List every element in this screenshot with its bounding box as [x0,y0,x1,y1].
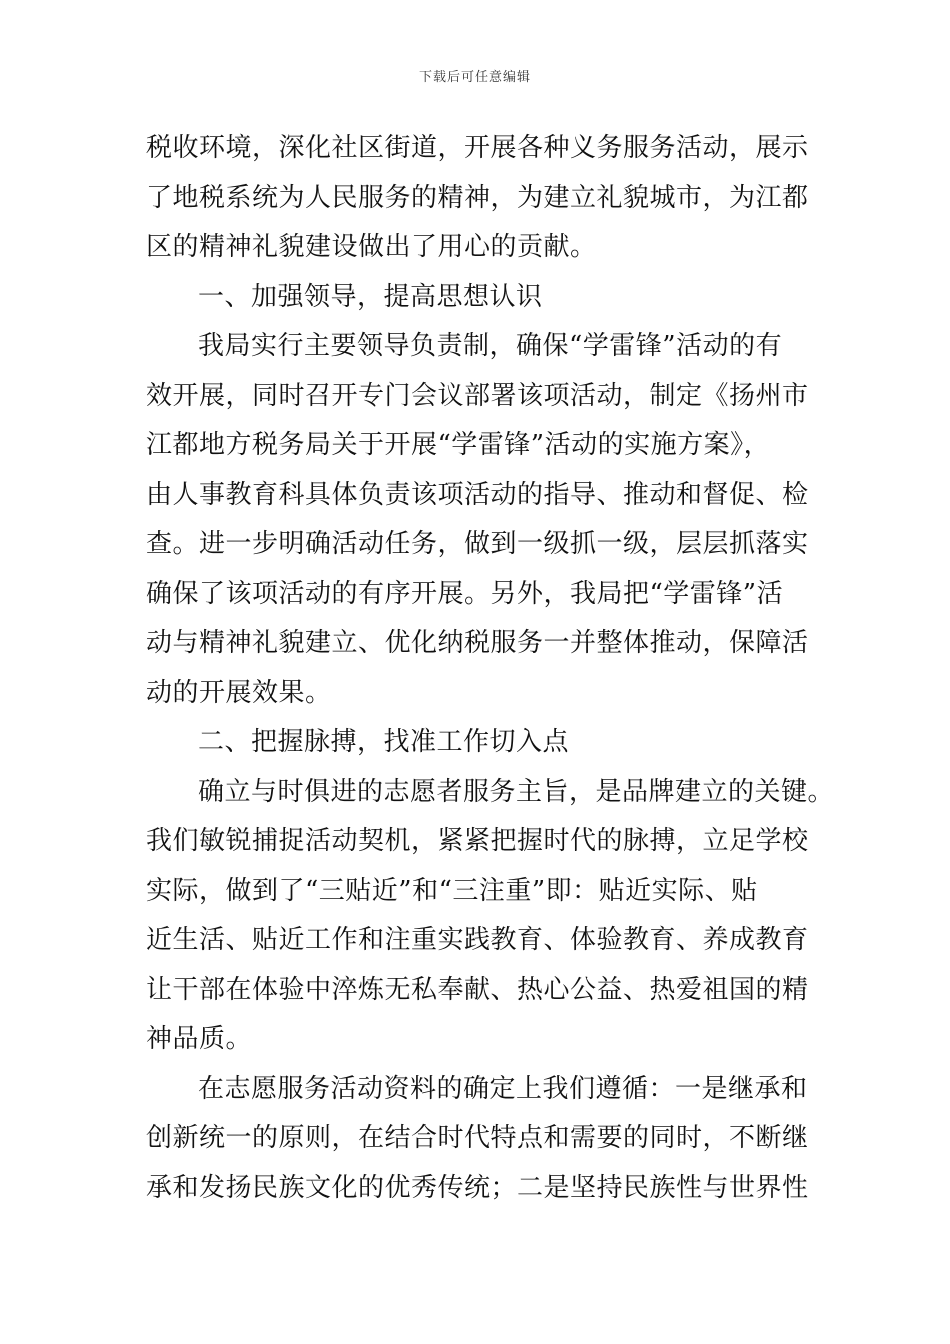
text-line: 神品质。 [146,1024,253,1054]
text-line: 动的开展效果。 [146,677,332,708]
text-line: 了地税系统为人民服务的精神，为建立礼貌城市，为江都 [146,182,809,213]
text-line: 确保了该项活动的有序开展。另外，我局把“学雷锋”活 [146,578,784,609]
header-note: 下载后可任意编辑 [418,70,531,85]
text-line: 创新统一的原则，在结合时代特点和需要的同时，不断继 [146,1123,809,1153]
section-heading-1: 一、加强领导，提高思想认识 [198,281,543,312]
text-line: 动与精神礼貌建立、优化纳税服务一并整体推动，保障活 [146,628,809,658]
text-line: 效开展，同时召开专门会议部署该项活动，制定《扬州市 [146,380,809,411]
text-line: 由人事教育科具体负责该项活动的指导、推动和督促、检 [146,479,809,510]
text-line: 我们敏锐捕捉活动契机，紧紧把握时代的脉搏，立足学校 [146,826,809,856]
text-line: 查。进一步明确活动任务，做到一级抓一级，层层抓落实 [146,529,809,559]
section-heading-2: 二、把握脉搏，找准工作切入点 [198,727,570,757]
text-line: 实际，做到了“三贴近”和“三注重”即：贴近实际、贴 [146,875,758,906]
document-body [146,124,846,1213]
text-line: 确立与时俱进的志愿者服务主旨，是品牌建立的关键。 [198,776,835,807]
text-line: 江都地方税务局关于开展“学雷锋”活动的实施方案》， [146,430,771,460]
text-line: 承和发扬民族文化的优秀传统；二是坚持民族性与世界性 [146,1172,809,1203]
text-line: 我局实行主要领导负责制，确保“学雷锋”活动的有 [198,331,783,361]
text-line: 近生活、贴近工作和注重实践教育、体验教育、养成教育 [146,925,809,955]
text-line: 区的精神礼貌建设做出了用心的贡献。 [146,232,597,262]
text-line: 让干部在体验中淬炼无私奉献、热心公益、热爱祖国的精 [146,974,809,1005]
text-line: 在志愿服务活动资料的确定上我们遵循：一是继承和 [198,1073,808,1104]
text-line: 税收环境，深化社区街道，开展各种义务服务活动，展示 [146,133,809,163]
